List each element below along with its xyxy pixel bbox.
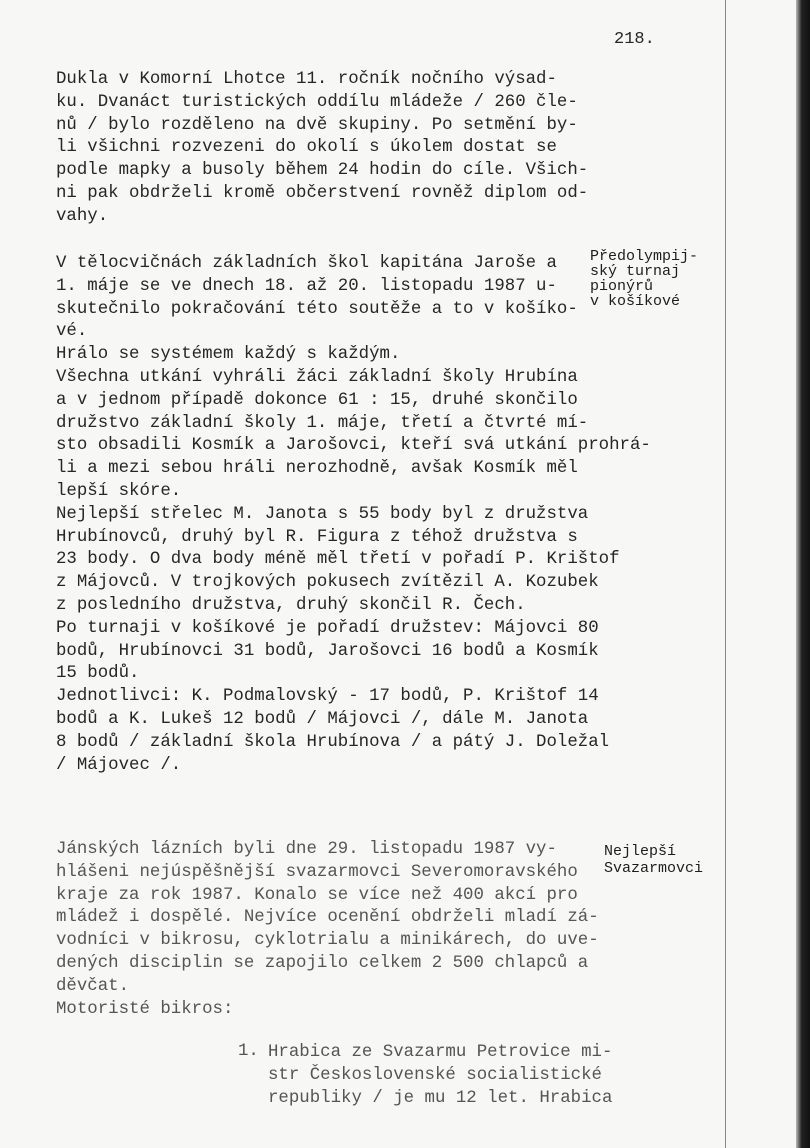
text-line: Svazarmovci: [604, 860, 704, 877]
text-line: Hrálo se systémem každý s každým.: [56, 345, 401, 365]
text-line: skutečnilo pokračování této soutěže a to v košíko-: [56, 299, 578, 319]
text-line: 23 body. O dva body méně měl třetí v pořadí P. Krištof: [56, 550, 620, 570]
paragraph-svazarm-awards: [56, 839, 599, 1021]
list-item-number: 1.: [238, 1042, 259, 1061]
text-line: V tělocvičnách základních škol kapitána Jaroše a: [56, 254, 557, 273]
text-line: lepší skóre.: [56, 481, 182, 501]
paragraph-night-landing: [56, 69, 588, 229]
text-line: Dukla v Komorní Lhotce 11. ročník nočního výsad-: [56, 70, 557, 89]
text-line: pionýrů: [590, 278, 654, 295]
margin-note-basketball: [590, 249, 698, 309]
text-line: z Májovců. V trojkových pokusech zvítězil A. Kozubek: [56, 573, 599, 593]
text-line: 1. máje se ve dnech 18. až 20. listopadu 1987 u-: [56, 276, 557, 296]
text-line: sto obsadili Kosmík a Jarošovci, kteří svá utkání prohrá-: [56, 436, 651, 456]
text-line: Po turnaji v košíkové je pořadí družstev: Májovci 80: [56, 618, 599, 638]
text-line: mládež i dospělé. Nejvíce ocenění obdrželi mladí zá-: [56, 908, 599, 928]
text-line: Jánských lázních byli dne 29. listopadu 1987 vy-: [56, 840, 557, 859]
text-line: 8 bodů / základní škola Hrubínova / a pátý J. Doležal: [56, 732, 610, 752]
text-line: ský turnaj: [590, 263, 681, 280]
text-line: str Československé socialistické: [268, 1065, 602, 1085]
text-line: Předolympij-: [590, 248, 699, 265]
text-line: nů / bylo rozděleno na dvě skupiny. Po setmění by-: [56, 115, 578, 135]
text-line: podle mapky a busoly během 24 hodin do cíle. Všich-: [56, 161, 589, 181]
text-line: li a mezi sebou hráli nerozhodně, avšak Kosmík měl: [56, 459, 578, 479]
text-line: hlášeni nejúspěšnější svazarmovci Severomoravského: [56, 862, 578, 882]
text-line: dených disciplin se zapojilo celkem 2 500 chlapců a: [56, 953, 589, 973]
text-line: vahy.: [56, 206, 109, 226]
text-line: Nejlepší střelec M. Janota s 55 body byl z družstva: [56, 504, 589, 524]
text-line: Hrabica ze Svazarmu Petrovice mi-: [268, 1043, 613, 1062]
text-line: republiky / je mu 12 let. Hrabica: [268, 1088, 613, 1108]
list-item-text: [268, 1041, 612, 1109]
text-line: ku. Dvanáct turistických oddílu mládeže / 260 čle-: [56, 92, 578, 112]
text-line: z posledního družstva, druhý skončil R. Čech.: [56, 595, 526, 615]
text-line: bodů a K. Lukeš 12 bodů / Májovci /, dále M. Janota: [56, 709, 589, 729]
margin-note-svazarm: [604, 843, 703, 877]
text-line: bodů, Hrubínovci 31 bodů, Jarošovci 16 bodů a Kosmík: [56, 641, 599, 661]
text-line: Hrubínovců, druhý byl R. Figura z téhož družstva s: [56, 527, 578, 547]
page-number: 218.: [614, 30, 655, 49]
text-line: děvčat.: [56, 976, 130, 996]
text-line: kraje za rok 1987. Konalo se více než 400 akcí pro: [56, 885, 578, 905]
text-line: vé.: [56, 322, 88, 342]
page-fold-line: [725, 0, 726, 1148]
text-line: Nejlepší: [604, 843, 677, 860]
text-line: družstvo základní školy 1. máje, třetí a čtvrté mí-: [56, 413, 589, 433]
text-line: a v jednom případě dokonce 61 : 15, druhé skončilo: [56, 390, 578, 410]
paragraph-basketball-tournament: [56, 253, 651, 777]
text-line: Jednotlivci: K. Podmalovský - 17 bodů, P. Krištof 14: [56, 687, 599, 707]
text-line: ni pak obdrželi kromě občerstvení rovněž diplom od-: [56, 183, 589, 203]
text-line: / Májovec /.: [56, 755, 182, 775]
text-line: Motoristé bikros:: [56, 999, 234, 1019]
text-line: vodníci v bikrosu, cyklotrialu a minikárech, do uve-: [56, 931, 599, 951]
text-line: 15 bodů.: [56, 664, 140, 684]
scan-edge-shadow: [796, 0, 810, 1148]
text-line: Všechna utkání vyhráli žáci základní školy Hrubína: [56, 367, 578, 387]
text-line: li všichni rozvezeni do okolí s úkolem dostat se: [56, 138, 557, 158]
text-line: v košíkové: [590, 293, 681, 310]
